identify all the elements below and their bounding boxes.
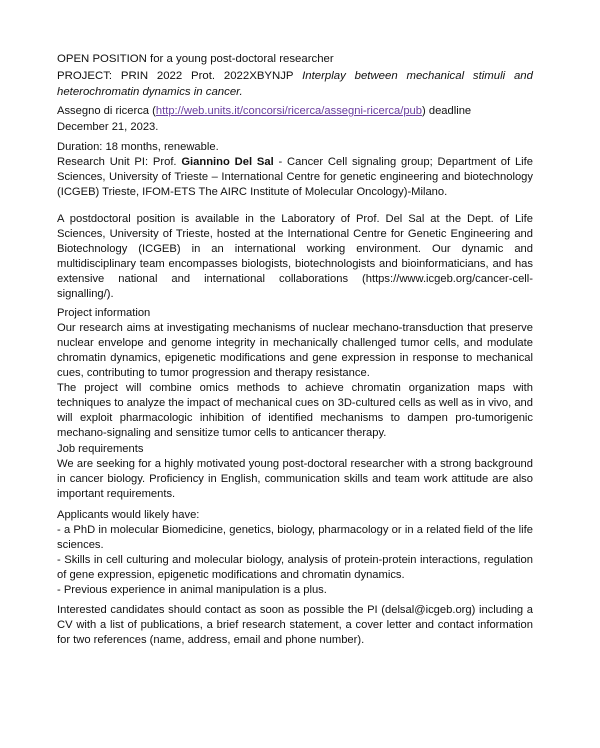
project-title: Interplay between mechanical stimuli and heterochromatin dynamics in cancer. — [57, 70, 533, 98]
assegno-link[interactable]: http://web.units.it/concorsi/ricerca/assegni-ricerca/pub — [155, 105, 423, 117]
list-item: - Skills in cell culturing and molecular biology, analysis of protein-protein interactions, regulation of gene expression, epigenetic modifications and chromatin dynamics. — [57, 554, 533, 581]
intro-paragraph: A postdoctoral position is available in the Laboratory of Prof. Del Sal at the Dept. of Life Sciences, University of Trieste, hosted at the International Centre for Genetic Engineering and Biotechnology (ICGEB) in an international working environment. Our dynamic and multidisciplinary team encompasses biologists, biotechnologists and bioinformaticians, and has extensive national and international collaborations (https://www.icgeb.org/cancer-cell-signalling/). — [57, 213, 533, 300]
duration-line: Duration: 18 months, renewable. — [57, 141, 219, 153]
unit-suffix: - Cancer Cell signaling group; Department of Life Sciences, University of Trieste – International Centre for genetic engineering and biotechnology (ICGEB) Trieste, IFOM-ETS The AIRC Institute of Molecular Oncology)-Milano. — [57, 156, 533, 198]
position-heading: OPEN POSITION for a young post-doctoral researcher — [57, 53, 334, 65]
assegno-suffix: ) deadline — [422, 105, 472, 117]
assegno-prefix: Assegno di ricerca ( — [57, 105, 156, 117]
job-requirements-body: We are seeking for a highly motivated young post-doctoral researcher with a strong background in cancer biology. Proficiency in English, communication skills and team work attitude are also important requirements. — [57, 458, 533, 500]
assegno-line — [57, 104, 533, 119]
deadline-date: December 21, 2023. — [57, 121, 159, 133]
job-requirements-title: Job requirements — [57, 443, 144, 455]
pi-name: Giannino Del Sal — [181, 156, 274, 168]
project-info-body — [57, 321, 533, 441]
unit-prefix: Research Unit PI: Prof. — [57, 156, 182, 168]
contact-paragraph: Interested candidates should contact as soon as possible the PI (delsal@icgeb.org) including a CV with a list of publications, a brief research statement, a cover letter and contact information for two references (name, address, email and phone number). — [57, 604, 533, 646]
list-item: - a PhD in molecular Biomedicine, genetics, biology, pharmacology or in a related field of the life sciences. — [57, 524, 533, 551]
project-info-title: Project information — [57, 307, 151, 319]
project-prefix: PROJECT: PRIN 2022 Prot. 2022XBYNJP — [57, 70, 303, 82]
list-item: - Previous experience in animal manipulation is a plus. — [57, 584, 327, 596]
project-info-paragraph-1: Our research aims at investigating mechanisms of nuclear mechano-transduction that preserve nuclear envelope and genome integrity in mechanically challenged tumor cells, and modulate chromatin dynamics, epigenetic modifications and gene expression in response to mechanical cues, contributing to tumor progression and therapy resistance. — [57, 322, 533, 379]
research-unit — [57, 155, 533, 200]
project-line — [57, 68, 533, 100]
applicants-list — [57, 523, 533, 598]
project-info-paragraph-2: The project will combine omics methods to achieve chromatin organization maps with techniques to analyze the impact of mechanical cues on 3D-cultured cells as well as in vivo, and will exploit pharmacologic inhibition of identified mechanisms to dampen pro-tumorigenic mechano-signaling and sensitize tumor cells to anticancer therapy. — [57, 382, 533, 439]
applicants-title: Applicants would likely have: — [57, 509, 200, 521]
